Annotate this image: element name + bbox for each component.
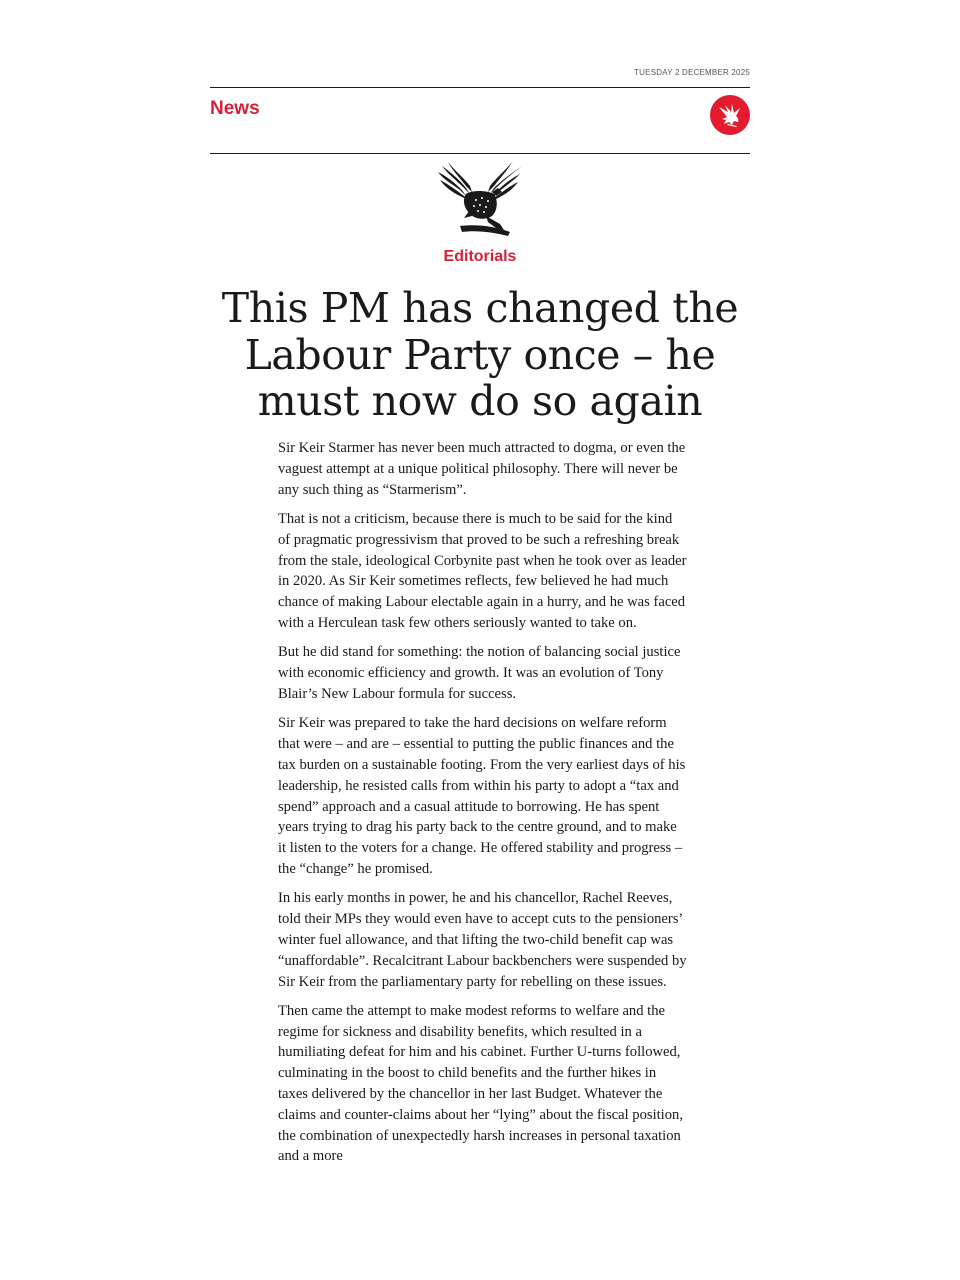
article-paragraph: Sir Keir Starmer has never been much attracted to dogma, or even the vaguest attempt at a unique political philosophy. There will never be any such thing as “Starmerism”.: [278, 440, 686, 498]
issue-date: TUESDAY 2 DECEMBER 2025: [634, 68, 750, 77]
eagle-logo-icon: [436, 160, 524, 240]
header-top-rule: [210, 87, 750, 88]
article-paragraph: But he did stand for something: the notion of balancing social justice with economic efficiency and growth. It was an evolution of Tony Blair’s New Labour formula for success.: [278, 644, 681, 702]
article-paragraph: That is not a criticism, because there is much to be said for the kind of pragmatic progressivism that proved to be such a refreshing break from the stale, ideological Corbynite past when he took over as leader in 2020. As Sir Keir sometimes reflects, few believed he had much chance of making Labour electable again in a hurry, and he was faced with a Herculean task few others seriously wanted to take on.: [278, 510, 687, 631]
article-body: [278, 438, 688, 1176]
header-bottom-rule: [210, 153, 750, 154]
article-paragraph: Then came the attempt to make modest reforms to welfare and the regime for sickness and disability benefits, which resulted in a humiliating defeat for him and his cabinet. Further U-turns followed, culminating in the boost to child benefits and the further hikes in taxes delivered by the chancellor in her last Budget. Whatever the claims and counter-claims about her “lying” about the fiscal position, the combination of unexpectedly harsh increases in personal taxation and a more: [278, 1002, 683, 1165]
section-label[interactable]: News: [210, 98, 260, 119]
article-paragraph: In his early months in power, he and his chancellor, Rachel Reeves, told their MPs they would even have to accept cuts to the pensioners’ winter fuel allowance, and that lifting the two-child benefit cap was “unaffordable”. Recalcitrant Labour backbenchers were suspended by Sir Keir from the parliamentary party for rebelling on these issues.: [278, 890, 687, 990]
article-headline: This PM has changed the Labour Party once – he must now do so again: [221, 284, 739, 425]
article-category[interactable]: Editorials: [443, 248, 517, 265]
eagle-icon[interactable]: [710, 95, 750, 135]
article-paragraph: Sir Keir was prepared to take the hard decisions on welfare reform that were – and are – essential to putting the public finances and the tax burden on a sustainable footing. From the very earliest days of his leadership, he resisted calls from within his party to adopt a “tax and spend” approach and a casual attitude to borrowing. He has spent years trying to drag his party back to the centre ground, and to make it listen to the voters for a change. He offered stability and progress – the “change” he promised.: [278, 715, 686, 877]
